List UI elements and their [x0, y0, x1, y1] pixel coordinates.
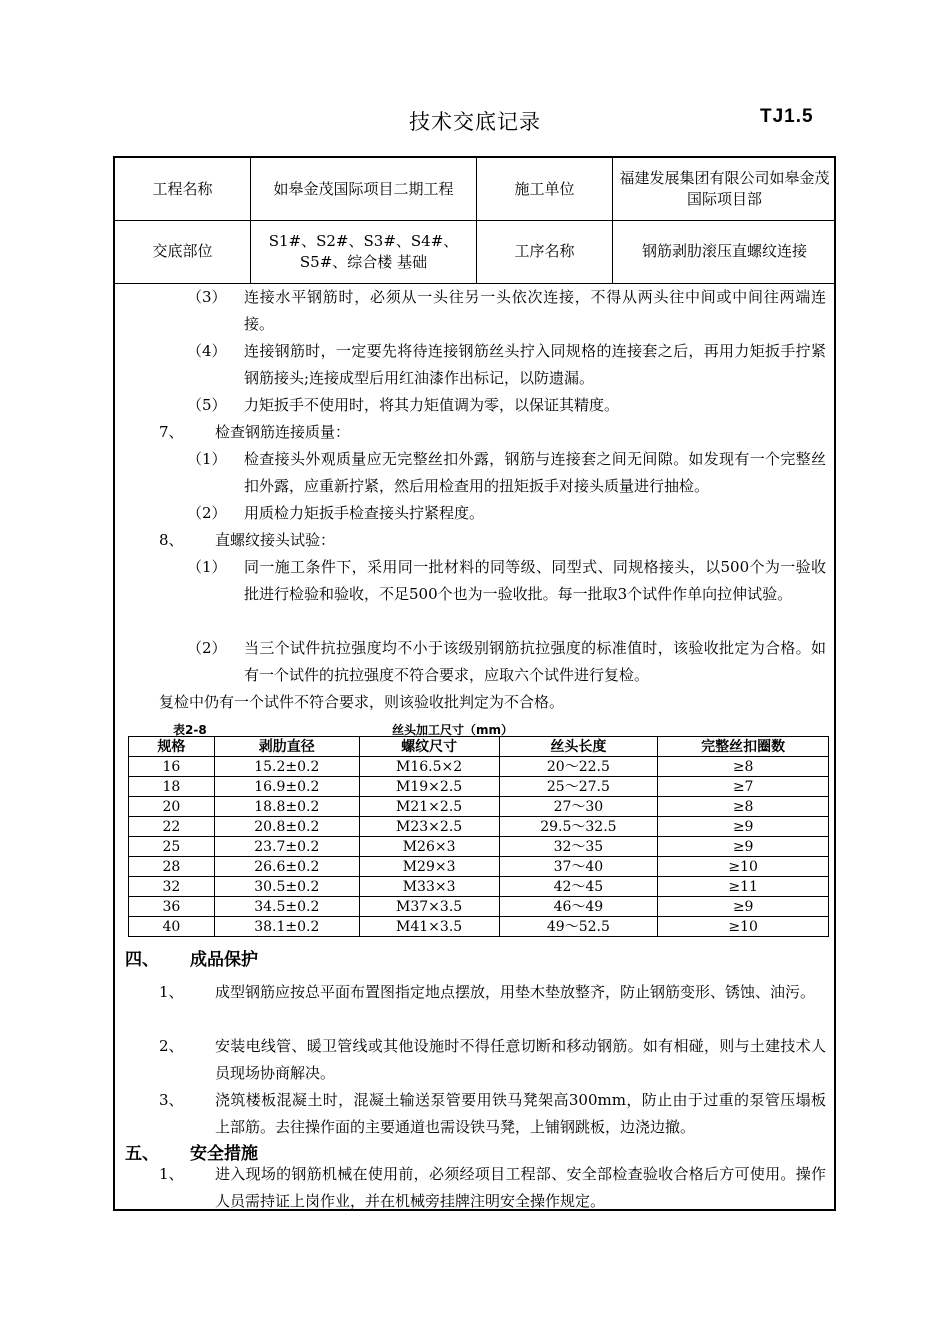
table-cell: 36 [129, 897, 215, 917]
table-cell: 38.1±0.2 [214, 917, 359, 937]
table-cell: M37×3.5 [359, 897, 499, 917]
table-cell: M33×3 [359, 877, 499, 897]
table-cell: 29.5～32.5 [499, 817, 658, 837]
item-text: 检查接头外观质量应无完整丝扣外露，钢筋与连接套之间无间隙。如发现有一个完整丝扣外露，应重新拧紧，然后用检查用的扭矩扳手对接头质量进行抽检。 [244, 450, 826, 495]
section-4-number: 四、 [125, 950, 159, 970]
table-cell: ≥9 [658, 817, 829, 837]
table-cell: M29×3 [359, 857, 499, 877]
document-title: 技术交底记录 [409, 110, 541, 134]
column-header: 丝头长度 [499, 737, 658, 757]
table-cell: 18 [129, 777, 215, 797]
recheck-note: 复检中仍有一个试件不符合要求，则该验收批判定为不合格。 [159, 693, 565, 711]
item-text: 安装电线管、暖卫管线或其他设施时不得任意切断和移动钢筋。如有相碰，则与土建技术人员现场协商解决。 [215, 1037, 826, 1082]
table-cell: 16 [129, 757, 215, 777]
item-text: 成型钢筋应按总平面布置图指定地点摆放，用垫木垫放整齐，防止钢筋变形、锈蚀、油污。 [215, 983, 816, 1001]
table-caption: 丝头加工尺寸（mm） [392, 723, 514, 737]
section-5-title: 安全措施 [190, 1144, 258, 1164]
item-number: （2） [187, 639, 227, 657]
item-text: 同一施工条件下，采用同一批材料的同等级、同型式、同规格接头，以500个为一验收批进行检验和验收，不足500个也为一验收批。每一批取3个试件作单向拉伸试验。 [244, 558, 826, 603]
table-cell: 32 [129, 877, 215, 897]
table-cell: M23×2.5 [359, 817, 499, 837]
location-value: S1#、S2#、S3#、S4#、S5#、综合楼 基础 [251, 220, 477, 283]
item-number: （3） [187, 288, 227, 306]
table-cell: 25 [129, 837, 215, 857]
table-cell: 18.8±0.2 [214, 797, 359, 817]
table-cell: M19×2.5 [359, 777, 499, 797]
table-cell: 23.7±0.2 [214, 837, 359, 857]
table-cell: 20～22.5 [499, 757, 658, 777]
table-cell: 46～49 [499, 897, 658, 917]
table-label: 表2-8 [173, 723, 207, 737]
table-row [129, 837, 829, 857]
table-row [129, 897, 829, 917]
process-value: 钢筋剥肋滚压直螺纹连接 [641, 242, 807, 260]
table-cell: ≥11 [658, 877, 829, 897]
table-cell: 32～35 [499, 837, 658, 857]
table-cell: 37～40 [499, 857, 658, 877]
item-number: 1、 [159, 1165, 184, 1183]
item-number: 7、 [159, 423, 184, 441]
column-header: 规格 [129, 737, 215, 757]
process-label: 工序名称 [477, 220, 613, 283]
column-header: 完整丝扣圈数 [658, 737, 829, 757]
item-number: （4） [187, 342, 227, 360]
item-number: 2、 [159, 1037, 184, 1055]
table-cell: 16.9±0.2 [214, 777, 359, 797]
item-number: （1） [187, 558, 227, 576]
project-label: 工程名称 [115, 158, 251, 220]
location-label: 交底部位 [115, 220, 251, 283]
item-text: 进入现场的钢筋机械在使用前，必须经项目工程部、安全部检查验收合格后方可使用。操作人员需持证上岗作业，并在机械旁挂牌注明安全操作规定。 [215, 1165, 826, 1210]
table-row [129, 877, 829, 897]
table-header-row [129, 737, 829, 757]
table-cell: ≥7 [658, 777, 829, 797]
table-cell: 28 [129, 857, 215, 877]
table-cell: M21×2.5 [359, 797, 499, 817]
table-row [129, 917, 829, 937]
contractor-value: 福建发展集团有限公司如皋金茂国际项目部 [619, 169, 830, 208]
table-cell: ≥10 [658, 917, 829, 937]
table-cell: ≥8 [658, 757, 829, 777]
table-cell: 15.2±0.2 [214, 757, 359, 777]
item-text: 浇筑楼板混凝土时，混凝土输送泵管要用铁马凳架高300mm，防止由于过重的泵管压塌板上部筋。去往操作面的主要通道也需设铁马凳，上铺钢跳板，边浇边撤。 [215, 1091, 826, 1136]
table-row [129, 817, 829, 837]
project-value: 如皋金茂国际项目二期工程 [251, 158, 477, 220]
section-5-number: 五、 [125, 1144, 159, 1164]
table-row [129, 777, 829, 797]
table-cell: ≥9 [658, 897, 829, 917]
table-cell: 20 [129, 797, 215, 817]
info-row-project [115, 158, 834, 221]
table-cell: 34.5±0.2 [214, 897, 359, 917]
table-cell: 42～45 [499, 877, 658, 897]
item-text: 用质检力矩扳手检查接头拧紧程度。 [244, 504, 485, 522]
item-text: 力矩扳手不使用时，将其力矩值调为零，以保证其精度。 [244, 396, 620, 414]
item-text: 直螺纹接头试验： [215, 531, 336, 549]
document-code: TJ1.5 [760, 106, 814, 127]
item-number: 8、 [159, 531, 184, 549]
table-cell: 22 [129, 817, 215, 837]
item-number: （1） [187, 450, 227, 468]
table-cell: 20.8±0.2 [214, 817, 359, 837]
table-cell: 30.5±0.2 [214, 877, 359, 897]
item-text: 连接钢筋时，一定要先将待连接钢筋丝头拧入同规格的连接套之后，再用力矩扳手拧紧钢筋接头;连接成型后用红油漆作出标记，以防遗漏。 [244, 342, 826, 387]
item-number: （5） [187, 396, 227, 414]
table-row [129, 857, 829, 877]
table-cell: M26×3 [359, 837, 499, 857]
item-number: 3、 [159, 1091, 184, 1109]
table-cell: ≥10 [658, 857, 829, 877]
table-cell: M41×3.5 [359, 917, 499, 937]
item-text: 当三个试件抗拉强度均不小于该级别钢筋抗拉强度的标准值时，该验收批定为合格。如有一个试件的抗拉强度不符合要求，应取六个试件进行复检。 [244, 639, 826, 684]
table-row [129, 757, 829, 777]
record-frame [113, 156, 836, 1211]
table-cell: 25～27.5 [499, 777, 658, 797]
table-cell: ≥8 [658, 797, 829, 817]
table-cell: 40 [129, 917, 215, 937]
info-row-location [115, 220, 834, 284]
column-header: 螺纹尺寸 [359, 737, 499, 757]
item-number: 1、 [159, 983, 184, 1001]
item-number: （2） [187, 504, 227, 522]
thread-spec-table [128, 736, 829, 937]
table-cell: M16.5×2 [359, 757, 499, 777]
item-text: 连接水平钢筋时，必须从一头往另一头依次连接，不得从两头往中间或中间往两端连接。 [244, 288, 826, 333]
column-header: 剥肋直径 [214, 737, 359, 757]
item-text: 检查钢筋连接质量： [215, 423, 351, 441]
table-cell: 26.6±0.2 [214, 857, 359, 877]
table-cell: ≥9 [658, 837, 829, 857]
table-cell: 49～52.5 [499, 917, 658, 937]
section-4-title: 成品保护 [190, 950, 258, 970]
table-cell: 27～30 [499, 797, 658, 817]
contractor-label: 施工单位 [477, 158, 613, 220]
table-row [129, 797, 829, 817]
